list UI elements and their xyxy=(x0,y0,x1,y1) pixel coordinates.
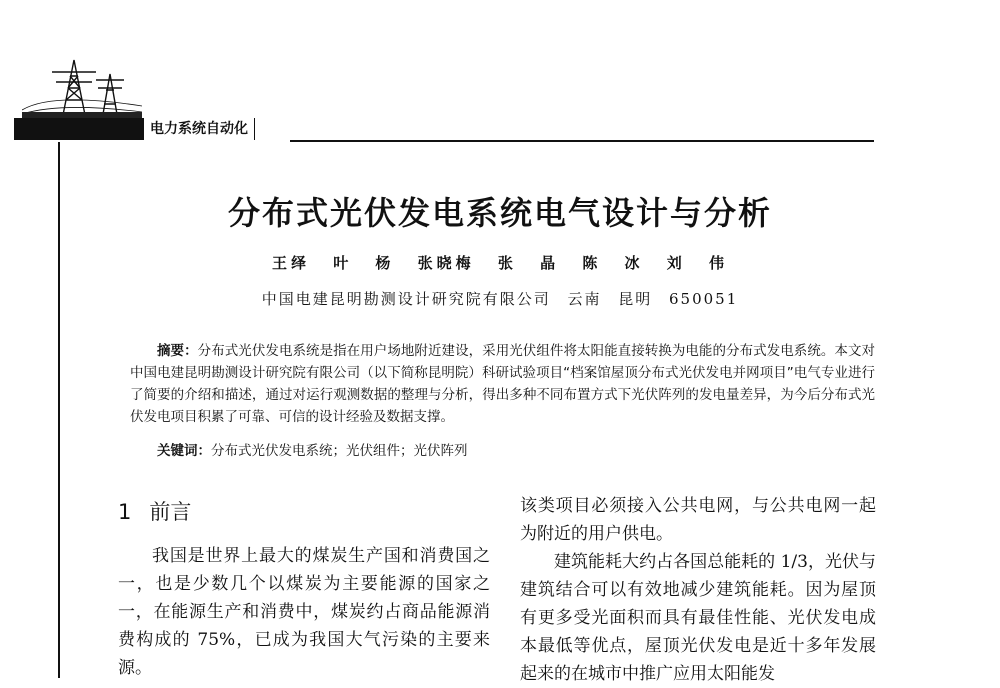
body-paragraph: 建筑能耗大约占各国总能耗的 1/3，光伏与建筑结合可以有效地减少建筑能耗。因为屋顶有更多受光面积而具有最佳性能、光伏发电成本最低等优点，屋顶光伏发电是近十多年发展起来的在城市中推广应用太阳能发 xyxy=(520,552,876,684)
keywords xyxy=(130,440,875,462)
article-title: 分布式光伏发电系统电气设计与分析 xyxy=(227,194,772,232)
header-rule xyxy=(290,140,874,142)
left-column xyxy=(118,496,490,682)
abstract-text: 分布式光伏发电系统是指在用户场地附近建设，采用光伏组件将太阳能直接转换为电能的分布式发电系统。本文对中国电建昆明勘测设计研究院有限公司（以下简称昆明院）科研试验项目“档案馆屋顶分布式光伏发电并网项目”电气专业进行了简要的介绍和描述，通过对运行观测数据的整理与分析，得出多种不同布置方式下光伏阵列的发电量差异，为今后分布式光伏发电项目积累了可靠、可信的设计经验及数据支撑。 xyxy=(130,343,876,425)
abstract-label: 摘要： xyxy=(157,343,198,359)
body-paragraph: 我国是世界上最大的煤炭生产国和消费国之一，也是少数几个以煤炭为主要能源的国家之一，在能源生产和消费中，煤炭约占商品能源消费构成的 75%，已成为我国大气污染的主要来源。 xyxy=(118,546,490,678)
body-paragraph: 该类项目必须接入公共电网，与公共电网一起为附近的用户供电。 xyxy=(520,496,876,544)
article-authors: 王绎 叶 杨 张晓梅 张 晶 陈 冰 刘 伟 xyxy=(271,254,728,272)
abstract xyxy=(130,340,875,428)
journal-section-label: 电力系统自动化 xyxy=(144,118,255,140)
section-number: 1 xyxy=(118,500,132,524)
header-bar xyxy=(14,118,144,140)
keywords-text: 分布式光伏发电系统；光伏组件；光伏阵列 xyxy=(211,443,468,459)
article-affiliation: 中国电建昆明勘测设计研究院有限公司 云南 昆明 650051 xyxy=(261,290,739,308)
section-heading xyxy=(118,496,490,526)
pylon-illustration-icon xyxy=(22,52,142,122)
keywords-label: 关键词： xyxy=(157,443,211,459)
section-title: 前言 xyxy=(149,500,192,524)
right-column xyxy=(520,492,876,688)
